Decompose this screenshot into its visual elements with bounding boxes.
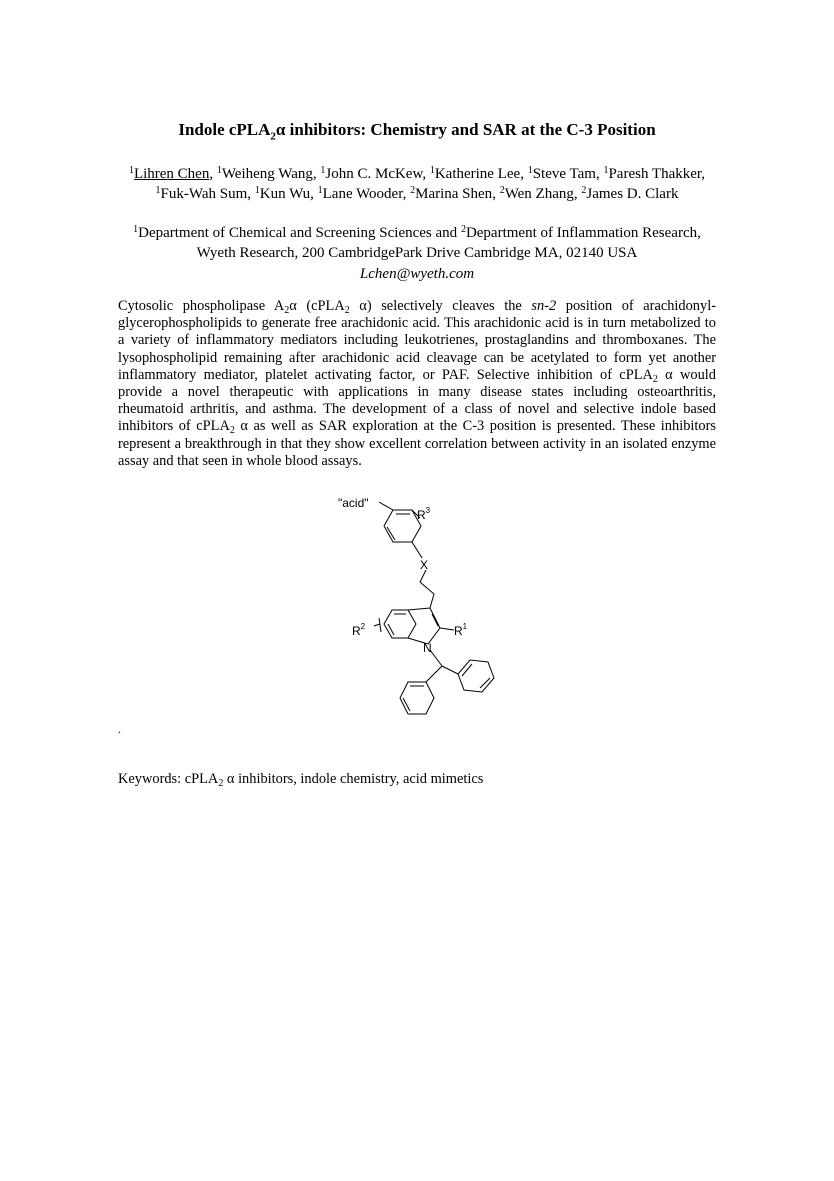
r3-label: $R^3$	[417, 506, 431, 522]
contact-email[interactable]: Lchen@wyeth.com	[359, 266, 475, 282]
author-entry: $^1$Weiheng Wang,	[216, 165, 321, 182]
author-name: Paresh Thakker	[608, 166, 702, 182]
author-name: Lihren Chen	[133, 166, 210, 182]
top-benzene-ring	[384, 510, 421, 542]
x-label: X	[420, 558, 429, 572]
r2-label: $R^2$	[352, 622, 366, 638]
stray-period: .	[118, 722, 121, 736]
author-entry: $^2$Marina Shen,	[410, 184, 500, 202]
r1-label: $R^1$	[454, 622, 468, 638]
author-entry: $^1$Katherine Lee,	[429, 165, 528, 182]
author-entry: $^1$Steve Tam,	[527, 165, 604, 182]
abstract: Cytosolic phospholipase $A_2\alpha$ (cPLA$_2$ α) selectively cleaves the sn-2 position of arachidonyl-glycerophospholipids to generate free arachidonic acid. This arachidonic acid is in turn metabolized to a variety of inflammatory mediators including leukotrienes, prostaglandins and thromboxanes. The lysophospholipid remaining after arachidonic acid cleavage can be acetylated to form yet another inflammatory mediator, platelet activating factor, or PAF. Selective inhibition of cPLA$_2$ α would provide a novel therapeutic with applications in many disease states including osteoarthritis, rheumatoid arthritis, and asthma. The development of a class of novel and selective indole based inhibitors of cPLA$_2$ α as well as SAR exploration at the C-3 position is presented. These inhibitors represent a breakthrough in that they show excellent correlation between activity in an isolated enzyme assay and that seen in whole blood assays.	[118, 298, 716, 469]
author-name: Fuk-Wah Sum	[160, 185, 248, 202]
author-list	[118, 165, 716, 204]
author-name: Katherine Lee	[434, 166, 521, 182]
acid-label: "acid"	[338, 496, 369, 510]
author-entry: $^1$Lane Wooder,	[317, 184, 411, 202]
author-name: John C. McKew	[325, 166, 423, 182]
paper-title: Indole cPLA$_2$α inhibitors: Chemistry and SAR at the C-3 Position	[178, 120, 656, 143]
right-phenyl-ring	[458, 660, 494, 692]
author-entry: $^1$Lihren Chen,	[128, 165, 217, 182]
author-name: Marina Shen	[415, 185, 493, 202]
author-entry: $^2$James D. Clark	[581, 184, 679, 202]
author-name: Wen Zhang	[504, 185, 574, 202]
author-name: Steve Tam	[532, 166, 596, 182]
chemical-structure-figure	[330, 490, 510, 720]
indole-pyrrole-ring	[408, 608, 440, 644]
author-entry: $^1$Fuk-Wah Sum,	[155, 184, 255, 202]
acid-bond	[379, 502, 393, 510]
n-label: N	[423, 641, 432, 655]
author-name: James D. Clark	[586, 185, 679, 202]
author-entry: $^1$John C. McKew,	[320, 165, 430, 182]
author-name: Kun Wu	[259, 185, 311, 202]
left-phenyl-ring	[400, 682, 434, 714]
author-name: Weiheng Wang	[221, 166, 313, 182]
author-entry: $^1$Kun Wu,	[254, 184, 318, 202]
affiliation: $^1$Department of Chemical and Screening Sciences and $^2$Department of Inflammation Research, Wyeth Research, 200 CambridgePark Drive Cambridge MA, 02140 USA	[133, 224, 701, 261]
author-entry: $^1$Paresh Thakker,	[603, 165, 706, 182]
author-name: Lane Wooder	[322, 185, 403, 202]
author-entry: $^2$Wen Zhang,	[499, 184, 582, 202]
keywords: Keywords: cPLA$_2$ α inhibitors, indole chemistry, acid mimetics	[118, 771, 484, 789]
ethyl-linker	[420, 570, 434, 608]
